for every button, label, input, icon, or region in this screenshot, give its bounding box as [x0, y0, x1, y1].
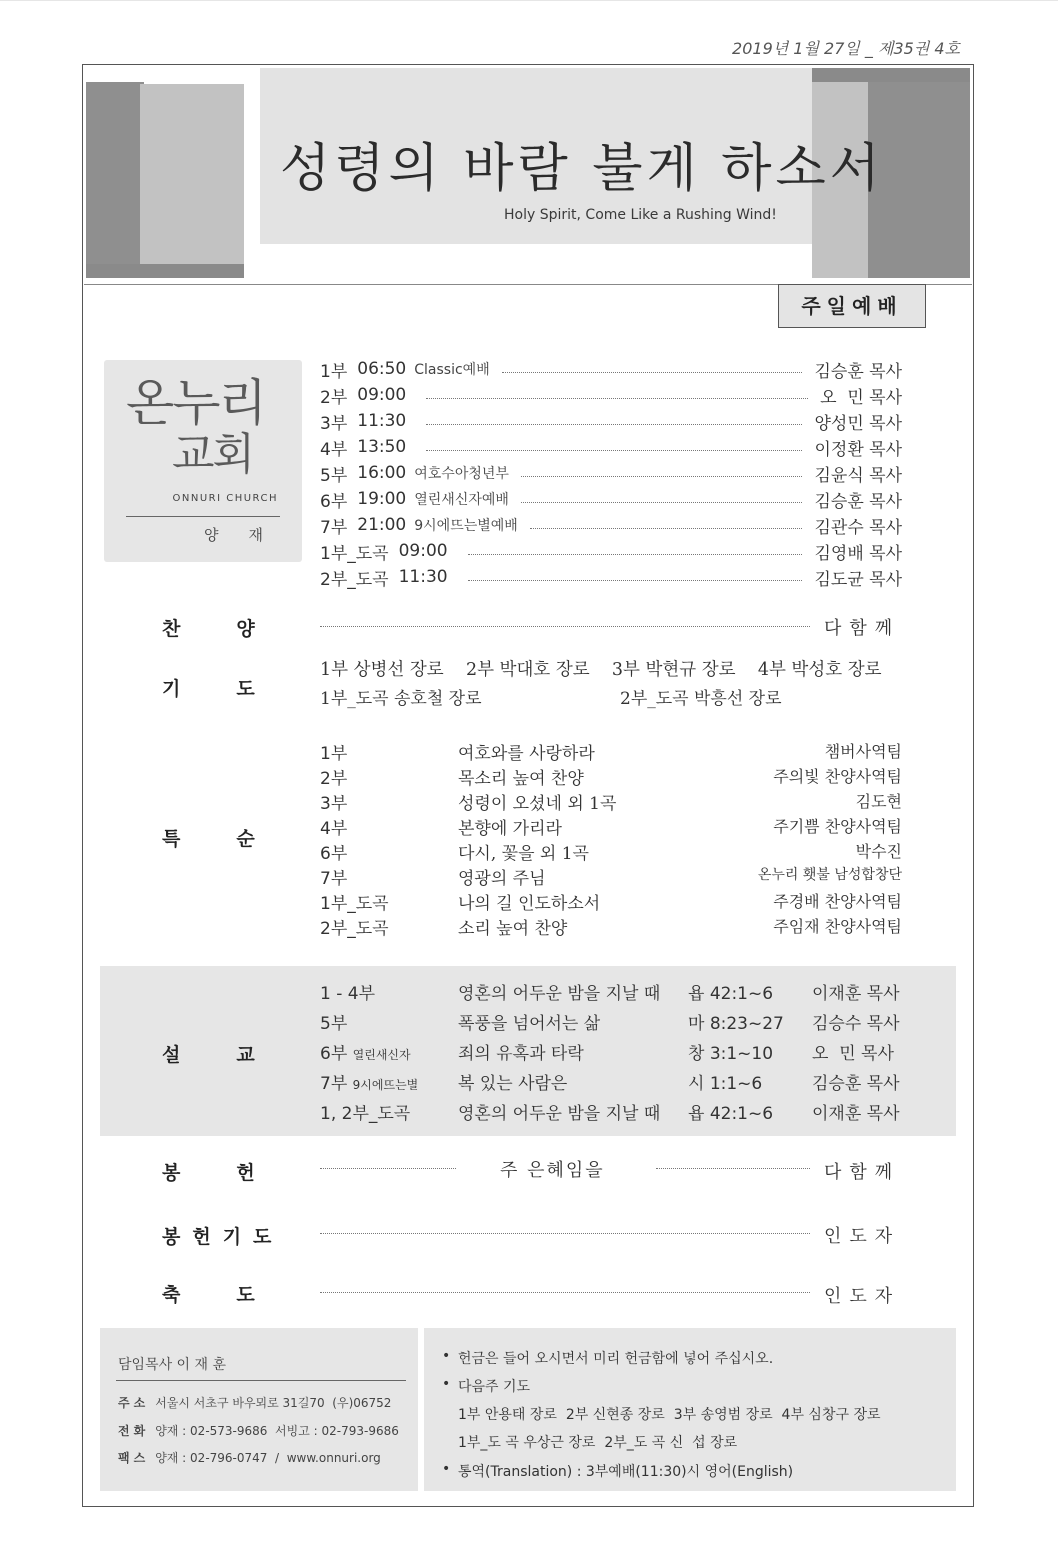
schedule-note: Classic예배	[414, 362, 490, 378]
benediction-value: 인도자	[824, 1286, 901, 1307]
dot-leader	[502, 372, 803, 373]
schedule-part: 3부	[320, 413, 348, 434]
schedule-time: 06:50	[357, 359, 407, 379]
sermon-ref: 마 8:23~27	[688, 1014, 784, 1034]
senior-pastor: 담임목사 이 재 훈	[118, 1357, 227, 1373]
schedule-pastor: 양성민 목사	[814, 413, 902, 434]
notice-bullet-3: •	[442, 1461, 451, 1477]
notice-offering: 헌금은 들어 오시면서 미리 헌금함에 넣어 주십시오.	[458, 1351, 774, 1367]
sermon-part-label: 1 - 4부	[320, 984, 375, 1004]
special-team: 주기쁨 찬양사역팀	[773, 817, 902, 836]
sermon-pastor: 오 민 목사	[812, 1044, 894, 1064]
schedule-time: 21:00	[357, 515, 407, 535]
sermon-part-label: 1, 2부_도곡	[320, 1104, 411, 1124]
special-part: 4부	[320, 819, 348, 839]
address-row	[118, 1394, 391, 1411]
dot-leader	[426, 450, 802, 451]
dot-leader	[521, 476, 803, 477]
top-rule	[0, 0, 1058, 1]
offering-label: 봉헌	[162, 1162, 311, 1184]
sermon-ref: 욥 42:1~6	[688, 984, 774, 1004]
sermon-part	[320, 979, 380, 1004]
schedule-part: 5부	[320, 465, 348, 486]
sermon-title: 폭풍을 넘어서는 삶	[458, 1014, 601, 1034]
notice-bullet-2: •	[442, 1376, 451, 1392]
dot-leader	[468, 554, 803, 555]
notice-bullet-1: •	[442, 1348, 451, 1364]
offering-center: 주 은혜임을	[500, 1160, 605, 1181]
schedule-time: 19:00	[357, 489, 407, 509]
special-song: 소리 높여 찬양	[458, 919, 568, 939]
banner-block-right-bar	[812, 68, 970, 82]
address-key: 주소	[118, 1396, 150, 1410]
schedule-row	[320, 564, 902, 590]
sermon-part-label: 7부	[320, 1074, 348, 1094]
fax-row	[118, 1449, 381, 1466]
schedule-row	[320, 382, 902, 408]
banner-block-left-light	[140, 84, 244, 276]
schedule-part: 2부_도곡	[320, 569, 389, 590]
banner-block-left-dark	[86, 82, 144, 278]
special-song: 여호와를 사랑하라	[458, 744, 595, 764]
schedule-pastor: 김도균 목사	[814, 569, 902, 590]
special-song: 영광의 주님	[458, 869, 546, 889]
sermon-title: 복 있는 사람은	[458, 1074, 568, 1094]
prayer-label: 기도	[162, 678, 311, 700]
special-part: 1부_도곡	[320, 894, 389, 914]
service-tab: 주일예배	[778, 284, 926, 328]
dot-leader	[656, 1168, 810, 1169]
sermon-ref: 시 1:1~6	[688, 1074, 763, 1094]
schedule-row	[320, 460, 902, 486]
schedule-pastor: 김영배 목사	[814, 543, 902, 564]
special-team: 주의빛 찬양사역팀	[773, 767, 902, 786]
special-song: 나의 길 인도하소서	[458, 894, 601, 914]
special-team: 주경배 찬양사역팀	[773, 892, 902, 911]
sermon-pastor: 이재훈 목사	[812, 984, 900, 1004]
prayer-line1: 1부 상병선 장로 2부 박대호 장로 3부 박현규 장로 4부 박성호 장로	[320, 660, 882, 680]
offering-prayer-label: 봉헌기도	[162, 1226, 284, 1248]
issue-info: 2019년 1월 27일 _ 제35권 4호	[732, 39, 960, 58]
special-team: 주임재 찬양사역팀	[773, 917, 902, 936]
special-team: 챔버사역팀	[824, 742, 902, 761]
notice-prayer-list-2: 1부_도 곡 우상근 장로 2부_도 곡 신 섭 장로	[458, 1435, 738, 1451]
schedule-time: 09:00	[357, 385, 407, 405]
offering-value: 다함께	[824, 1162, 901, 1183]
banner-block-left-bar	[86, 264, 244, 278]
dot-leader	[468, 580, 803, 581]
sermon-pastor: 김승훈 목사	[812, 1074, 900, 1094]
schedule-pastor: 김승훈 목사	[814, 361, 902, 382]
schedule-pastor: 김관수 목사	[814, 517, 902, 538]
schedule-pastor: 이정환 목사	[814, 439, 902, 460]
benediction-label: 축도	[162, 1284, 311, 1306]
schedule-part: 4부	[320, 439, 348, 460]
fax-key: 팩스	[118, 1451, 150, 1465]
page-title: 성령의 바람 불게 하소서	[280, 139, 884, 199]
notice-next-prayer: 다음주 기도	[458, 1379, 531, 1395]
schedule-note: 9시에뜨는별예배	[414, 518, 518, 534]
schedule-part: 1부_도곡	[320, 543, 389, 564]
praise-value: 다함께	[824, 618, 901, 639]
dot-leader	[320, 1168, 456, 1169]
logo-english: ONNURI CHURCH	[172, 493, 278, 504]
sermon-part-label: 6부	[320, 1044, 348, 1064]
schedule-time: 16:00	[357, 463, 407, 483]
logo-text-line2: 교회	[172, 429, 254, 480]
page-subtitle: Holy Spirit, Come Like a Rushing Wind!	[504, 207, 777, 223]
dot-leader	[530, 528, 803, 529]
address: 서울시 서초구 바우뫼로 31길70 (우)06752	[155, 1396, 392, 1410]
sermon-pastor: 김승수 목사	[812, 1014, 900, 1034]
sermon-part	[320, 1039, 411, 1064]
schedule-row	[320, 408, 902, 434]
sermon-part	[320, 1069, 418, 1094]
dot-leader	[320, 1233, 810, 1234]
logo-text-line1: 온누리	[126, 374, 265, 432]
special-part: 2부	[320, 769, 348, 789]
dot-leader	[320, 626, 810, 627]
logo-location: 양재	[204, 526, 293, 544]
special-part: 3부	[320, 794, 348, 814]
fax: 양재 : 02-796-0747 / www.onnuri.org	[155, 1451, 381, 1465]
special-song: 다시, 꽃을 외 1곡	[458, 844, 589, 864]
sermon-title: 영혼의 어두운 밤을 지날 때	[458, 1104, 661, 1124]
schedule-time: 13:50	[357, 437, 407, 457]
special-part: 1부	[320, 744, 348, 764]
schedule-part: 2부	[320, 387, 348, 408]
schedule-row	[320, 434, 902, 460]
sermon-ref: 욥 42:1~6	[688, 1104, 774, 1124]
special-part: 2부_도곡	[320, 919, 389, 939]
special-label: 특순	[162, 828, 311, 850]
schedule-pastor: 오 민 목사	[820, 387, 902, 408]
schedule-row	[320, 356, 902, 382]
special-team: 박수진	[855, 842, 902, 861]
schedule-row	[320, 538, 902, 564]
sermon-part-sub: 9시에뜨는별	[352, 1078, 419, 1092]
info-divider	[116, 1380, 406, 1381]
sermon-part-sub: 열린새신자	[352, 1048, 411, 1062]
schedule-part: 7부	[320, 517, 348, 538]
notice-translation: 통역(Translation) : 3부예배(11:30)시 영어(English)	[458, 1464, 794, 1480]
sermon-part-label: 5부	[320, 1014, 348, 1034]
phone: 양재 : 02-573-9686 서빙고 : 02-793-9686	[155, 1424, 399, 1438]
prayer-line2-b: 2부_도곡 박흥선 장로	[620, 689, 782, 709]
dot-leader	[426, 398, 808, 399]
schedule-note: 여호수아청년부	[414, 466, 509, 482]
special-song: 목소리 높여 찬양	[458, 769, 584, 789]
special-team: 김도현	[855, 792, 902, 811]
dot-leader	[521, 502, 803, 503]
prayer-line2-a: 1부_도곡 송호철 장로	[320, 689, 482, 709]
sermon-pastor: 이재훈 목사	[812, 1104, 900, 1124]
sermon-title: 죄의 유혹과 타락	[458, 1044, 584, 1064]
schedule-time: 09:00	[398, 541, 448, 561]
schedule-part: 6부	[320, 491, 348, 512]
praise-label: 찬양	[162, 618, 311, 640]
logo-divider	[126, 516, 280, 517]
sermon-label: 설교	[162, 1044, 311, 1066]
schedule-note: 열린새신자예배	[414, 492, 509, 508]
schedule-row	[320, 512, 902, 538]
sermon-title: 영혼의 어두운 밤을 지날 때	[458, 984, 661, 1004]
sermon-part	[320, 1099, 416, 1124]
special-part: 7부	[320, 869, 348, 889]
offering-prayer-value: 인도자	[824, 1226, 901, 1247]
dot-leader	[320, 1292, 810, 1293]
special-song: 본향에 가리라	[458, 819, 562, 839]
notice-prayer-list-1: 1부 안용태 장로 2부 신현종 장로 3부 송영범 장로 4부 심창구 장로	[458, 1407, 881, 1423]
sermon-part	[320, 1009, 353, 1034]
schedule-row	[320, 486, 902, 512]
schedule-part: 1부	[320, 361, 348, 382]
dot-leader	[426, 424, 802, 425]
sermon-ref: 창 3:1~10	[688, 1044, 774, 1064]
special-part: 6부	[320, 844, 348, 864]
schedule-pastor: 김승훈 목사	[814, 491, 902, 512]
special-team: 온누리 횃불 남성합창단	[757, 867, 902, 883]
schedule-time: 11:30	[357, 411, 407, 431]
special-song: 성령이 오셨네 외 1곡	[458, 794, 617, 814]
phone-key: 전화	[118, 1424, 150, 1438]
phone-row	[118, 1422, 399, 1439]
schedule-pastor: 김윤식 목사	[814, 465, 902, 486]
schedule-time: 11:30	[398, 567, 448, 587]
